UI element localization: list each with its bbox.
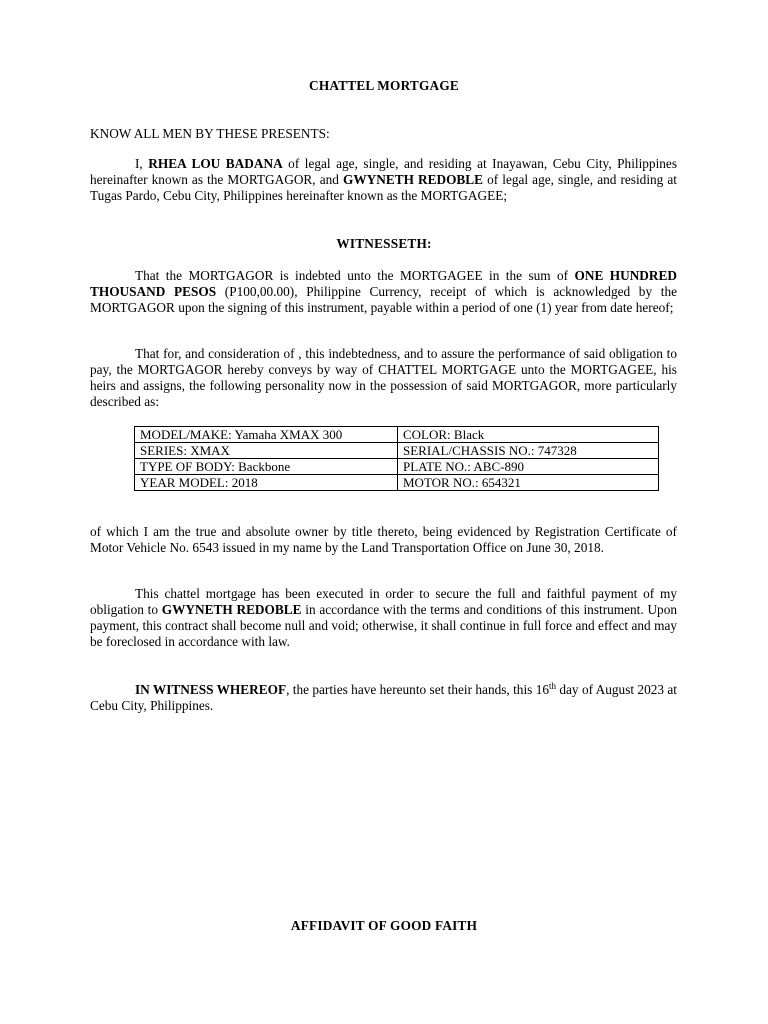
amount-in-words: ONE HUNDRED THOUSAND PESOS: [90, 268, 677, 299]
vehicle-table-cell: SERIAL/CHASSIS NO.: 747328: [398, 443, 659, 459]
vehicle-table-cell: MODEL/MAKE: Yamaha XMAX 300: [135, 427, 398, 443]
witness-whereof-paragraph: [90, 682, 677, 714]
witnesseth-heading: WITNESSETH:: [336, 236, 432, 251]
indebtedness-text-1: That the MORTGAGOR is indebted unto the MORTGAGEE in the sum of: [135, 268, 575, 283]
vehicle-table-row: [135, 475, 659, 491]
vehicle-table-cell: COLOR: Black: [398, 427, 659, 443]
mortgagor-name: RHEA LOU BADANA: [148, 156, 283, 171]
purpose-paragraph: [90, 586, 677, 650]
affidavit-title: AFFIDAVIT OF GOOD FAITH: [290, 918, 478, 933]
vehicle-table-row: [135, 459, 659, 475]
ownership-paragraph: of which I am the true and absolute owner by title thereto, being evidenced by Registration Certificate of Motor Vehicle No. 6543 issued in my name by the Land Transportation Office on June 30, 2018.: [90, 524, 677, 555]
parties-text-3: of legal age, single, and residing at Tugas Pardo, Cebu City, Philippines hereinafter known as the MORTGAGEE;: [90, 172, 677, 203]
vehicle-details-table: [134, 426, 659, 491]
mortgagee-name: GWYNETH REDOBLE: [343, 172, 484, 187]
vehicle-table-cell: MOTOR NO.: 654321: [398, 475, 659, 491]
indebtedness-paragraph: [90, 268, 677, 316]
indebtedness-text-2: (P100,00.00), Philippine Currency, receipt of which is acknowledged by the MORTGAGOR upon the signing of this instrument, payable within a period of one (1) year from date hereof;: [90, 284, 677, 315]
day-suffix: th: [549, 681, 557, 691]
vehicle-table-cell: YEAR MODEL: 2018: [135, 475, 398, 491]
witness-text-1: , the parties have hereunto set their hands, this 16: [286, 682, 549, 697]
purpose-text-2: in accordance with the terms and conditions of this instrument. Upon payment, this contract shall become null and void; otherwise, it shall continue in full force and effect and may be foreclosed in accordance with law.: [90, 602, 677, 649]
vehicle-table-cell: TYPE OF BODY: Backbone: [135, 459, 398, 475]
vehicle-table-cell: SERIES: XMAX: [135, 443, 398, 459]
opening-line: KNOW ALL MEN BY THESE PRESENTS:: [90, 126, 330, 141]
vehicle-table-cell: PLATE NO.: ABC-890: [398, 459, 659, 475]
obligee-name: GWYNETH REDOBLE: [161, 602, 302, 617]
purpose-text-1: This chattel mortgage has been executed in order to secure the full and faithful payment of my obligation to: [90, 586, 677, 617]
document-title: CHATTEL MORTGAGE: [309, 78, 459, 93]
vehicle-table-row: [135, 443, 659, 459]
parties-text-1: I,: [135, 156, 149, 171]
conveyance-paragraph: That for, and consideration of , this indebtedness, and to assure the performance of said obligation to pay, the MORTGAGOR hereby conveys by way of CHATTEL MORTGAGE unto the MORTGAGEE, his heirs and assigns, the following personality now in the possession of said MORTGAGOR, more particularly described as:: [90, 346, 677, 409]
parties-paragraph: [90, 156, 677, 204]
vehicle-table-row: [135, 427, 659, 443]
parties-text-2: of legal age, single, and residing at Inayawan, Cebu City, Philippines hereinafter known as the MORTGAGOR, and: [90, 156, 677, 187]
witness-whereof-lead: IN WITNESS WHEREOF: [135, 682, 287, 697]
witness-text-2: day of August 2023 at Cebu City, Philippines.: [90, 682, 677, 713]
